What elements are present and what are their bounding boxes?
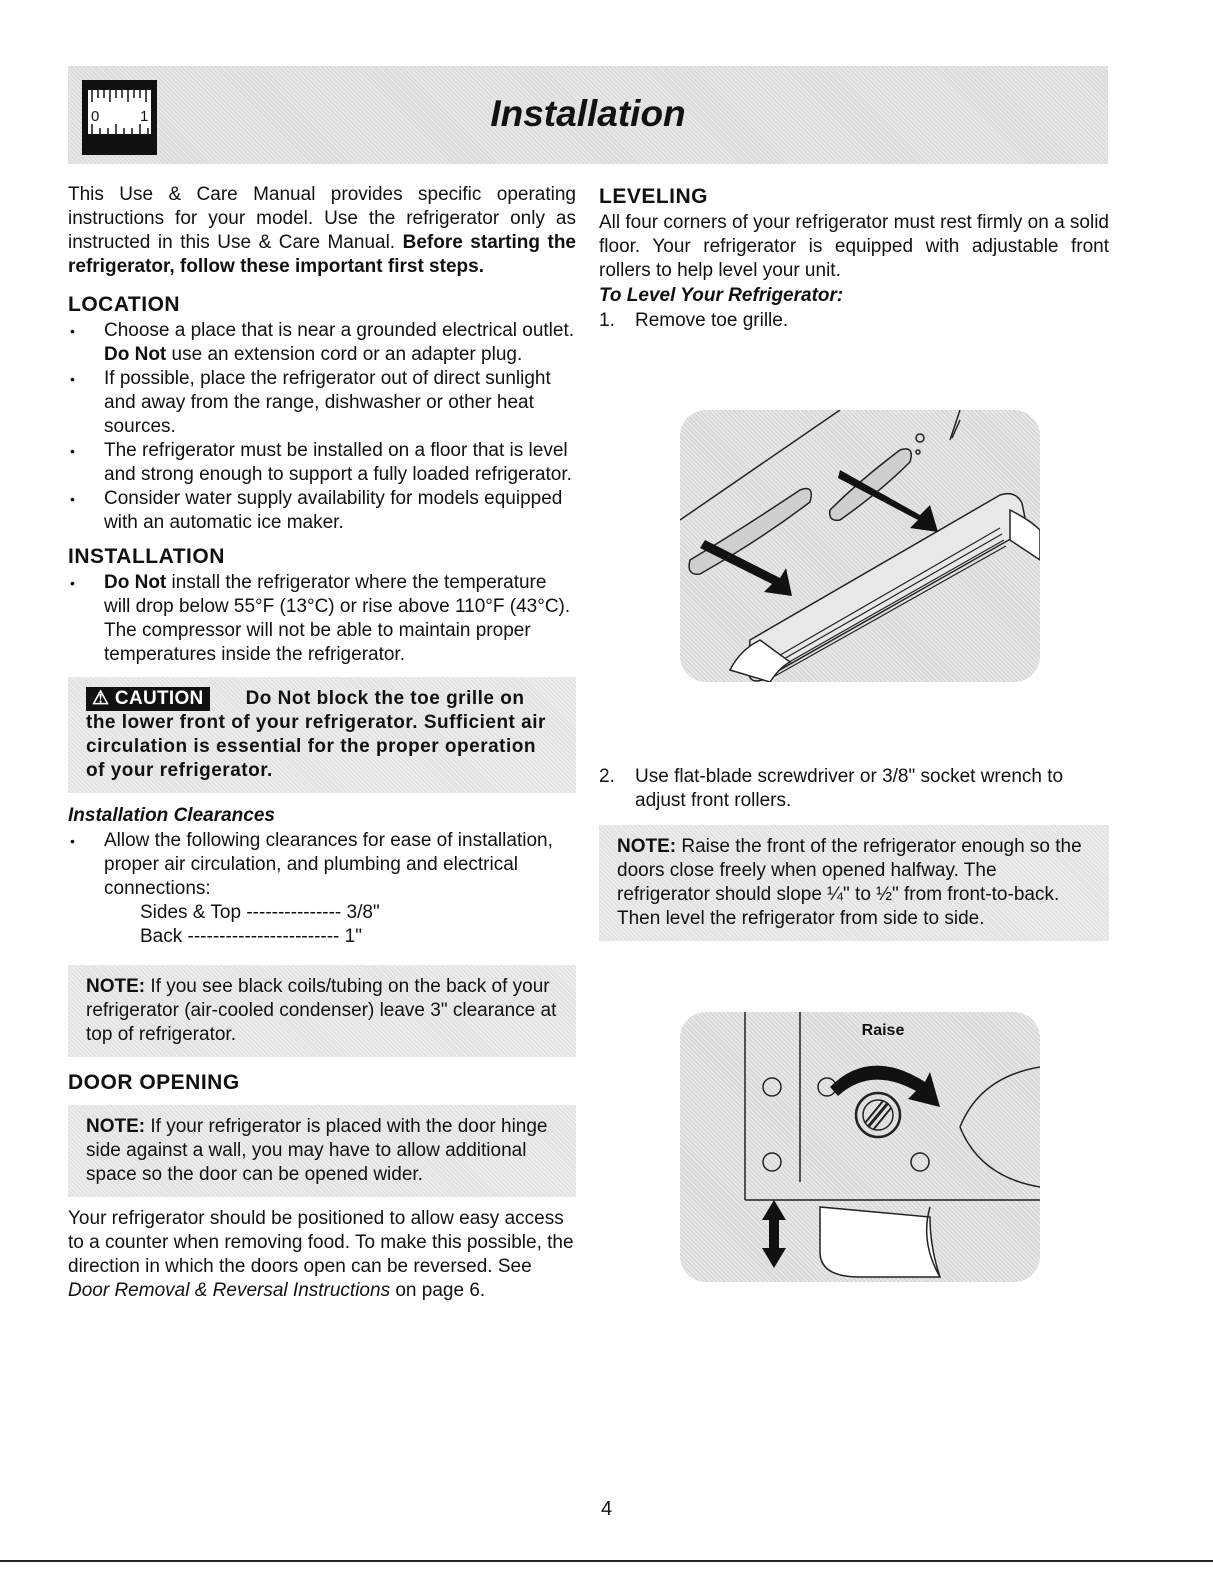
note-coils-box [68,965,576,1057]
list-item-text: If possible, place the refrigerator out of direct sunlight and away from the range, dishwasher or other heat sources. [104,368,551,437]
page-border [0,1560,1213,1562]
leveling-steps-2 [599,765,1109,813]
note-label: NOTE: [86,976,146,997]
clearance-dashes: ------------------------ [187,926,340,947]
roller-adjust-illustration [680,1012,1040,1282]
caution-box [68,677,576,793]
location-list [68,319,576,535]
clearances-list [68,829,576,901]
caution-text: Do Not block the toe grille on the lower front of your refrigerator. Sufficient air circulation is essential for the proper operation of your refrigerator. [86,688,546,781]
clearance-dashes: --------------- [246,902,342,923]
body-text: on page 6. [390,1280,486,1301]
toe-grille-illustration [680,410,1040,682]
leveling-steps-1 [599,309,1109,333]
installation-heading: INSTALLATION [68,545,225,568]
step-number: 1. [599,310,615,331]
left-column [68,183,576,1303]
step-text: Use flat-blade screwdriver or 3/8" socket wrench to adjust front rollers. [635,766,1064,811]
door-opening-heading: DOOR OPENING [68,1071,240,1094]
clearance-value: 1" [344,926,362,947]
clearance-value: 3/8" [346,902,380,923]
list-item [68,571,576,667]
list-item-text: use an extension cord or an adapter plug. [166,344,523,365]
list-item-bold: Do Not [104,572,167,593]
ruler-label-right: 1 [140,108,149,125]
list-item [68,439,576,487]
clearance-row-back [68,925,576,949]
list-item-text: The refrigerator must be installed on a floor that is level and strong enough to support a fully loaded refrigerator. [104,440,572,485]
list-item-text: Choose a place that is near a grounded electrical outlet. [104,320,575,341]
clearance-label: Sides & Top [140,902,242,923]
note-label: NOTE: [86,1116,146,1137]
door-reversal-reference: Door Removal & Reversal Instructions [68,1280,391,1301]
page-number: 4 [600,1498,613,1520]
leveling-heading: LEVELING [599,185,709,208]
section-header [68,66,1108,164]
body-text: Your refrigerator should be positioned to allow easy access to a counter when removing food. To make this possible, the direction in which the doors open can be reversed. See [68,1208,574,1277]
step-text: Remove toe grille. [635,310,789,331]
leveling-paragraph: All four corners of your refrigerator must rest firmly on a solid floor. Your refrigerator is equipped with adjustable front rollers to help level your unit. [599,212,1110,281]
location-heading: LOCATION [68,293,181,316]
leveling-subheading: To Level Your Refrigerator: [599,285,844,306]
list-item [68,319,576,367]
list-item-bold: Do Not [104,344,167,365]
raise-label: Raise [861,1022,905,1039]
list-item [68,487,576,535]
page-title: Installation [490,93,686,134]
installation-list [68,571,576,667]
note-label: NOTE: [617,836,677,857]
clearance-row-sides [68,901,576,925]
intro-bold-text: Before starting the refrigerator, follow these important first steps. [68,232,577,277]
caution-badge-label: CAUTION [114,688,204,709]
step-number: 2. [599,766,615,787]
clearances-heading: Installation Clearances [68,805,275,826]
step-item [599,765,1109,813]
list-item-text: Consider water supply availability for models equipped with an automatic ice maker. [104,488,563,533]
door-opening-paragraph [68,1207,576,1303]
list-item-text: install the refrigerator where the temperature will drop below 55°F (13°C) or rise above 110°F (43°C). The compressor will not be able to maintain proper temperatures inside the refrigerator. [104,572,571,665]
list-item [68,367,576,439]
intro-paragraph [68,183,576,279]
list-item: • Allow the following clearances for ease of installation, proper air circulation, and plumbing and electrical connections: [68,829,576,901]
note-text: If you see black coils/tubing on the back of your refrigerator (air-cooled condenser) leave 3" clearance at top of refrigerator. [86,976,557,1045]
note-text: If your refrigerator is placed with the door hinge side against a wall, you may have to allow additional space so the door can be opened wider. [86,1116,548,1185]
caution-badge: ⚠ CAUTION [86,687,210,711]
note-leveling-box [599,825,1109,941]
intro-text: This Use & Care Manual provides specific operating instructions for your model. Use the refrigerator only as instructed in this Use & Care Manual. [68,184,576,253]
ruler-label-left: 0 [91,108,100,125]
clearance-label: Back [140,926,183,947]
step-item [599,309,1109,333]
note-text: Raise the front of the refrigerator enough so the doors close freely when opened halfway. The refrigerator should slope ¼" to ½" from front-to-back. Then level the refrigerator from side to side. [617,836,1082,929]
note-door-box [68,1105,576,1197]
